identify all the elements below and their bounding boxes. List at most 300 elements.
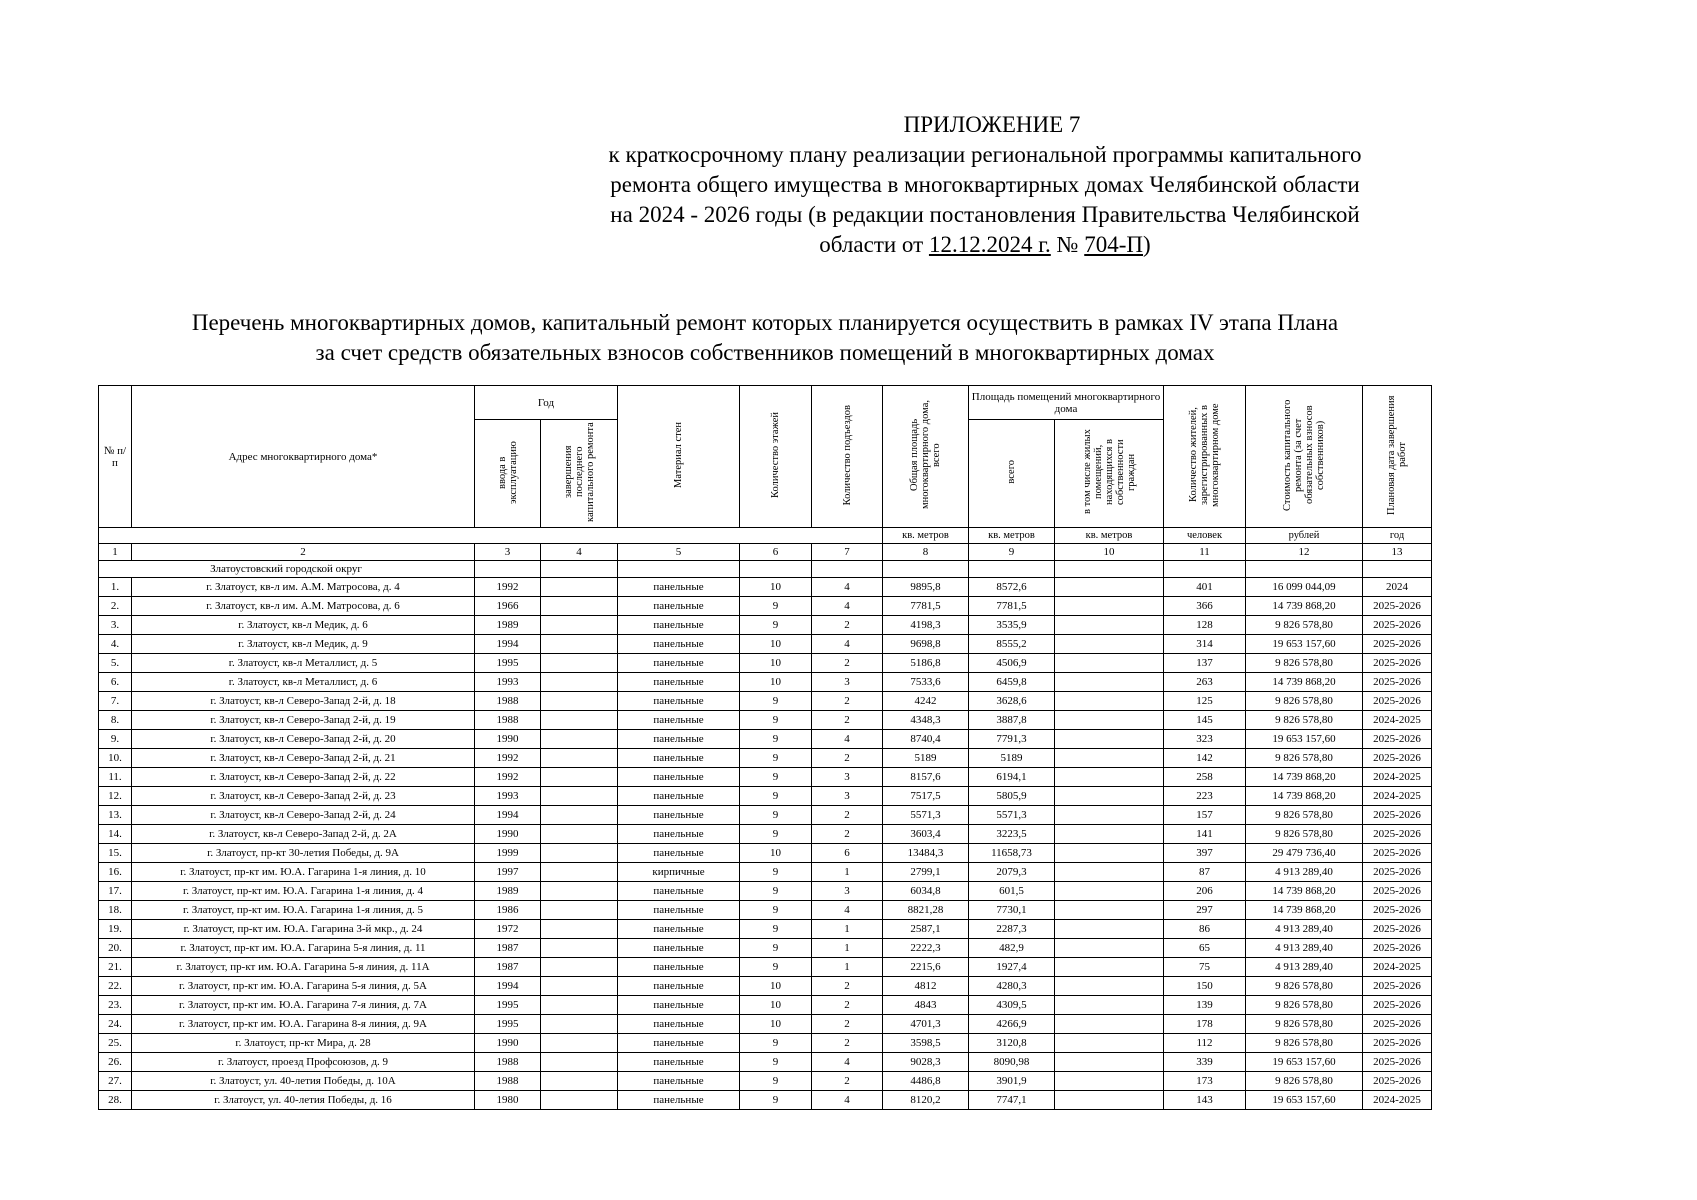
row-cost: 9 826 578,80	[1246, 1015, 1363, 1034]
row-entrances: 1	[812, 920, 883, 939]
row-planned-date: 2025-2026	[1363, 863, 1432, 882]
unit-cell: кв. метров	[883, 528, 969, 544]
row-premises-owned	[1055, 1034, 1164, 1053]
column-number: 4	[541, 544, 618, 561]
row-floors: 9	[740, 768, 812, 787]
row-year-commission: 1994	[475, 806, 541, 825]
row-number: 6.	[99, 673, 132, 692]
header-cost: Стоимость капитального ремонта (за счет обязательных взносов собственников)	[1246, 386, 1363, 528]
row-total-area: 7781,5	[883, 597, 969, 616]
row-total-area: 4812	[883, 977, 969, 996]
row-residents: 401	[1164, 578, 1246, 597]
row-premises-total: 7791,3	[969, 730, 1055, 749]
table-row	[99, 749, 1432, 768]
row-planned-date: 2024-2025	[1363, 711, 1432, 730]
row-entrances: 2	[812, 996, 883, 1015]
row-year-last-repair	[541, 787, 618, 806]
section-empty	[618, 561, 740, 578]
section-row	[99, 561, 1432, 578]
row-residents: 297	[1164, 901, 1246, 920]
row-residents: 223	[1164, 787, 1246, 806]
row-planned-date: 2025-2026	[1363, 806, 1432, 825]
row-entrances: 4	[812, 1053, 883, 1072]
row-premises-total: 8090,98	[969, 1053, 1055, 1072]
row-year-last-repair	[541, 844, 618, 863]
row-premises-owned	[1055, 901, 1164, 920]
row-year-commission: 1988	[475, 692, 541, 711]
row-residents: 206	[1164, 882, 1246, 901]
row-cost: 19 653 157,60	[1246, 635, 1363, 654]
row-cost: 9 826 578,80	[1246, 654, 1363, 673]
row-entrances: 1	[812, 863, 883, 882]
row-wall-material: панельные	[618, 654, 740, 673]
row-total-area: 9028,3	[883, 1053, 969, 1072]
row-entrances: 6	[812, 844, 883, 863]
row-wall-material: панельные	[618, 882, 740, 901]
row-residents: 143	[1164, 1091, 1246, 1110]
row-year-last-repair	[541, 768, 618, 787]
header-wall-material: Материал стен	[618, 386, 740, 528]
row-residents: 258	[1164, 768, 1246, 787]
row-year-last-repair	[541, 1015, 618, 1034]
row-total-area: 9895,8	[883, 578, 969, 597]
row-floors: 10	[740, 996, 812, 1015]
row-floors: 9	[740, 920, 812, 939]
row-address: г. Златоуст, пр-кт им. Ю.А. Гагарина 1-я линия, д. 4	[132, 882, 475, 901]
column-number: 6	[740, 544, 812, 561]
row-number: 13.	[99, 806, 132, 825]
row-wall-material: панельные	[618, 1015, 740, 1034]
row-premises-owned	[1055, 1053, 1164, 1072]
row-floors: 9	[740, 616, 812, 635]
table-row	[99, 844, 1432, 863]
row-premises-total: 7747,1	[969, 1091, 1055, 1110]
appendix-heading: ПРИЛОЖЕНИЕ 7	[903, 112, 1081, 137]
row-premises-total: 4506,9	[969, 654, 1055, 673]
row-planned-date: 2024-2025	[1363, 787, 1432, 806]
row-wall-material: панельные	[618, 825, 740, 844]
row-year-last-repair	[541, 578, 618, 597]
row-address: г. Златоуст, пр-кт им. Ю.А. Гагарина 8-я линия, д. 9А	[132, 1015, 475, 1034]
row-premises-owned	[1055, 730, 1164, 749]
row-cost: 9 826 578,80	[1246, 977, 1363, 996]
row-entrances: 2	[812, 749, 883, 768]
row-premises-total: 8572,6	[969, 578, 1055, 597]
row-wall-material: панельные	[618, 673, 740, 692]
row-year-commission: 1980	[475, 1091, 541, 1110]
row-planned-date: 2025-2026	[1363, 635, 1432, 654]
row-planned-date: 2025-2026	[1363, 730, 1432, 749]
row-number: 19.	[99, 920, 132, 939]
row-residents: 142	[1164, 749, 1246, 768]
row-cost: 14 739 868,20	[1246, 597, 1363, 616]
row-cost: 19 653 157,60	[1246, 730, 1363, 749]
row-planned-date: 2025-2026	[1363, 692, 1432, 711]
row-entrances: 4	[812, 635, 883, 654]
table-row	[99, 597, 1432, 616]
section-empty	[475, 561, 541, 578]
row-premises-total: 3901,9	[969, 1072, 1055, 1091]
row-premises-total: 2287,3	[969, 920, 1055, 939]
appendix-line-4-mid: №	[1050, 232, 1085, 257]
row-address: г. Златоуст, кв-л Северо-Запад 2-й, д. 2А	[132, 825, 475, 844]
row-planned-date: 2025-2026	[1363, 939, 1432, 958]
row-year-last-repair	[541, 1091, 618, 1110]
row-year-last-repair	[541, 635, 618, 654]
row-total-area: 8740,4	[883, 730, 969, 749]
row-residents: 125	[1164, 692, 1246, 711]
row-cost: 9 826 578,80	[1246, 825, 1363, 844]
row-premises-owned	[1055, 844, 1164, 863]
row-cost: 14 739 868,20	[1246, 787, 1363, 806]
row-floors: 10	[740, 654, 812, 673]
row-year-commission: 1994	[475, 977, 541, 996]
row-residents: 323	[1164, 730, 1246, 749]
document-title	[100, 308, 1430, 368]
row-floors: 9	[740, 806, 812, 825]
row-planned-date: 2025-2026	[1363, 1072, 1432, 1091]
row-year-last-repair	[541, 711, 618, 730]
row-premises-owned	[1055, 920, 1164, 939]
row-address: г. Златоуст, пр-кт им. Ю.А. Гагарина 5-я линия, д. 11А	[132, 958, 475, 977]
row-floors: 9	[740, 730, 812, 749]
row-address: г. Златоуст, кв-л Металлист, д. 6	[132, 673, 475, 692]
appendix-line-2: ремонта общего имущества в многоквартирных домах Челябинской области	[610, 172, 1360, 197]
units-spacer	[99, 528, 883, 544]
row-premises-total: 8555,2	[969, 635, 1055, 654]
row-premises-owned	[1055, 711, 1164, 730]
row-premises-total: 3223,5	[969, 825, 1055, 844]
row-entrances: 3	[812, 673, 883, 692]
row-residents: 178	[1164, 1015, 1246, 1034]
section-empty	[883, 561, 969, 578]
unit-cell: человек	[1164, 528, 1246, 544]
row-premises-owned	[1055, 977, 1164, 996]
row-wall-material: панельные	[618, 597, 740, 616]
column-number: 8	[883, 544, 969, 561]
row-wall-material: панельные	[618, 692, 740, 711]
header-address: Адрес многоквартирного дома*	[132, 386, 475, 528]
row-entrances: 2	[812, 1034, 883, 1053]
appendix-line-4-prefix: области от	[819, 232, 929, 257]
section-empty	[1363, 561, 1432, 578]
header-planned-date: Плановая дата завершения работ	[1363, 386, 1432, 528]
row-residents: 75	[1164, 958, 1246, 977]
row-premises-total: 4266,9	[969, 1015, 1055, 1034]
row-year-commission: 1992	[475, 749, 541, 768]
row-premises-owned	[1055, 654, 1164, 673]
row-cost: 9 826 578,80	[1246, 749, 1363, 768]
row-planned-date: 2025-2026	[1363, 901, 1432, 920]
table-row	[99, 1053, 1432, 1072]
row-number: 14.	[99, 825, 132, 844]
row-floors: 10	[740, 673, 812, 692]
row-premises-owned	[1055, 597, 1164, 616]
row-planned-date: 2025-2026	[1363, 749, 1432, 768]
row-address: г. Златоуст, кв-л Северо-Запад 2-й, д. 18	[132, 692, 475, 711]
row-year-commission: 1988	[475, 711, 541, 730]
header-premises-owned: в том числе жилых помещений, находящихся в собственности граждан	[1055, 420, 1164, 528]
row-premises-owned	[1055, 939, 1164, 958]
row-premises-total: 6194,1	[969, 768, 1055, 787]
row-residents: 150	[1164, 977, 1246, 996]
row-year-commission: 1992	[475, 768, 541, 787]
row-entrances: 2	[812, 616, 883, 635]
row-residents: 137	[1164, 654, 1246, 673]
unit-cell: рублей	[1246, 528, 1363, 544]
row-premises-owned	[1055, 673, 1164, 692]
row-premises-total: 4280,3	[969, 977, 1055, 996]
row-residents: 145	[1164, 711, 1246, 730]
table-row	[99, 673, 1432, 692]
column-number: 2	[132, 544, 475, 561]
row-entrances: 2	[812, 654, 883, 673]
row-year-last-repair	[541, 749, 618, 768]
row-total-area: 4843	[883, 996, 969, 1015]
row-number: 7.	[99, 692, 132, 711]
row-address: г. Златоуст, пр-кт им. Ю.А. Гагарина 1-я линия, д. 5	[132, 901, 475, 920]
row-year-last-repair	[541, 654, 618, 673]
row-cost: 9 826 578,80	[1246, 996, 1363, 1015]
row-entrances: 2	[812, 806, 883, 825]
column-number: 10	[1055, 544, 1164, 561]
row-total-area: 6034,8	[883, 882, 969, 901]
header-num: № п/п	[99, 386, 132, 528]
row-residents: 112	[1164, 1034, 1246, 1053]
row-cost: 4 913 289,40	[1246, 958, 1363, 977]
row-premises-owned	[1055, 578, 1164, 597]
row-premises-owned	[1055, 616, 1164, 635]
table-row	[99, 635, 1432, 654]
row-address: г. Златоуст, пр-кт им. Ю.А. Гагарина 5-я линия, д. 5А	[132, 977, 475, 996]
row-year-last-repair	[541, 996, 618, 1015]
row-total-area: 4348,3	[883, 711, 969, 730]
section-empty	[969, 561, 1055, 578]
section-empty	[1246, 561, 1363, 578]
table-row	[99, 958, 1432, 977]
row-cost: 4 913 289,40	[1246, 863, 1363, 882]
row-cost: 19 653 157,60	[1246, 1091, 1363, 1110]
table-body	[99, 561, 1432, 1110]
row-planned-date: 2025-2026	[1363, 1034, 1432, 1053]
column-numbers-row	[99, 544, 1432, 561]
row-year-commission: 1993	[475, 673, 541, 692]
row-year-commission: 1986	[475, 901, 541, 920]
row-total-area: 5189	[883, 749, 969, 768]
row-floors: 9	[740, 882, 812, 901]
row-entrances: 4	[812, 730, 883, 749]
unit-cell: кв. метров	[1055, 528, 1164, 544]
row-year-last-repair	[541, 692, 618, 711]
row-number: 22.	[99, 977, 132, 996]
row-wall-material: панельные	[618, 996, 740, 1015]
title-line-1: Перечень многоквартирных домов, капитальный ремонт которых планируется осуществить в рамках IV этапа Плана	[191, 310, 1339, 335]
row-premises-total: 482,9	[969, 939, 1055, 958]
row-cost: 14 739 868,20	[1246, 901, 1363, 920]
row-number: 3.	[99, 616, 132, 635]
appendix-header	[560, 110, 1410, 260]
column-number: 5	[618, 544, 740, 561]
row-cost: 4 913 289,40	[1246, 920, 1363, 939]
row-premises-total: 5189	[969, 749, 1055, 768]
row-premises-total: 5805,9	[969, 787, 1055, 806]
buildings-table	[98, 385, 1432, 1110]
row-number: 11.	[99, 768, 132, 787]
row-address: г. Златоуст, проезд Профсоюзов, д. 9	[132, 1053, 475, 1072]
row-number: 12.	[99, 787, 132, 806]
row-address: г. Златоуст, кв-л Северо-Запад 2-й, д. 24	[132, 806, 475, 825]
row-entrances: 4	[812, 597, 883, 616]
row-year-last-repair	[541, 730, 618, 749]
row-year-commission: 1997	[475, 863, 541, 882]
row-entrances: 2	[812, 1072, 883, 1091]
section-empty	[812, 561, 883, 578]
row-wall-material: панельные	[618, 806, 740, 825]
row-year-last-repair	[541, 939, 618, 958]
row-address: г. Златоуст, кв-л Северо-Запад 2-й, д. 22	[132, 768, 475, 787]
row-planned-date: 2024-2025	[1363, 958, 1432, 977]
row-premises-owned	[1055, 635, 1164, 654]
row-year-last-repair	[541, 920, 618, 939]
row-residents: 86	[1164, 920, 1246, 939]
row-wall-material: панельные	[618, 730, 740, 749]
resolution-date: 12.12.2024 г.	[928, 232, 1051, 257]
table-row	[99, 578, 1432, 597]
row-address: г. Златоуст, пр-кт Мира, д. 28	[132, 1034, 475, 1053]
row-planned-date: 2025-2026	[1363, 920, 1432, 939]
table-row	[99, 692, 1432, 711]
appendix-line-3: на 2024 - 2026 годы (в редакции постановления Правительства Челябинской	[610, 202, 1360, 227]
row-wall-material: панельные	[618, 901, 740, 920]
row-year-commission: 1972	[475, 920, 541, 939]
row-cost: 14 739 868,20	[1246, 673, 1363, 692]
row-year-last-repair	[541, 863, 618, 882]
row-wall-material: панельные	[618, 787, 740, 806]
row-cost: 14 739 868,20	[1246, 882, 1363, 901]
row-cost: 29 479 736,40	[1246, 844, 1363, 863]
row-planned-date: 2025-2026	[1363, 996, 1432, 1015]
header-premises-total: всего	[969, 420, 1055, 528]
row-premises-total: 2079,3	[969, 863, 1055, 882]
row-planned-date: 2024	[1363, 578, 1432, 597]
row-total-area: 8821,28	[883, 901, 969, 920]
row-wall-material: панельные	[618, 977, 740, 996]
row-residents: 339	[1164, 1053, 1246, 1072]
row-year-commission: 1993	[475, 787, 541, 806]
row-planned-date: 2025-2026	[1363, 616, 1432, 635]
header-total-area: Общая площадь многоквартирного дома, всего	[883, 386, 969, 528]
row-total-area: 5571,3	[883, 806, 969, 825]
row-wall-material: панельные	[618, 711, 740, 730]
row-year-last-repair	[541, 825, 618, 844]
row-entrances: 4	[812, 901, 883, 920]
row-premises-owned	[1055, 882, 1164, 901]
section-empty	[541, 561, 618, 578]
row-floors: 9	[740, 692, 812, 711]
row-planned-date: 2025-2026	[1363, 673, 1432, 692]
row-entrances: 3	[812, 882, 883, 901]
table-row	[99, 939, 1432, 958]
row-premises-owned	[1055, 692, 1164, 711]
row-premises-owned	[1055, 787, 1164, 806]
row-year-last-repair	[541, 901, 618, 920]
row-residents: 87	[1164, 863, 1246, 882]
header-year-commission: ввода в эксплуатацию	[475, 420, 541, 528]
row-entrances: 4	[812, 1091, 883, 1110]
row-total-area: 7517,5	[883, 787, 969, 806]
row-year-commission: 1966	[475, 597, 541, 616]
row-floors: 9	[740, 1034, 812, 1053]
row-premises-owned	[1055, 768, 1164, 787]
row-address: г. Златоуст, пр-кт 30-летия Победы, д. 9А	[132, 844, 475, 863]
row-premises-total: 5571,3	[969, 806, 1055, 825]
column-number: 7	[812, 544, 883, 561]
resolution-number: 704-П	[1084, 232, 1144, 257]
row-year-commission: 1989	[475, 882, 541, 901]
row-total-area: 8157,6	[883, 768, 969, 787]
row-cost: 9 826 578,80	[1246, 806, 1363, 825]
row-number: 21.	[99, 958, 132, 977]
row-year-last-repair	[541, 1053, 618, 1072]
row-year-commission: 1995	[475, 1015, 541, 1034]
row-entrances: 2	[812, 1015, 883, 1034]
row-address: г. Златоуст, кв-л Медик, д. 6	[132, 616, 475, 635]
row-cost: 9 826 578,80	[1246, 616, 1363, 635]
row-premises-total: 11658,73	[969, 844, 1055, 863]
row-total-area: 13484,3	[883, 844, 969, 863]
section-empty	[1164, 561, 1246, 578]
row-wall-material: панельные	[618, 616, 740, 635]
row-premises-total: 3887,8	[969, 711, 1055, 730]
header-floors: Количество этажей	[740, 386, 812, 528]
row-premises-owned	[1055, 1091, 1164, 1110]
row-year-commission: 1990	[475, 825, 541, 844]
row-premises-owned	[1055, 1072, 1164, 1091]
row-total-area: 4242	[883, 692, 969, 711]
row-total-area: 2215,6	[883, 958, 969, 977]
table-header	[99, 386, 1432, 561]
row-premises-total: 4309,5	[969, 996, 1055, 1015]
row-year-commission: 1992	[475, 578, 541, 597]
row-wall-material: панельные	[618, 1034, 740, 1053]
header-year-group: Год	[475, 386, 618, 420]
row-number: 4.	[99, 635, 132, 654]
row-number: 27.	[99, 1072, 132, 1091]
column-number: 9	[969, 544, 1055, 561]
table-row	[99, 806, 1432, 825]
row-residents: 157	[1164, 806, 1246, 825]
row-number: 9.	[99, 730, 132, 749]
row-entrances: 4	[812, 578, 883, 597]
row-year-last-repair	[541, 882, 618, 901]
row-wall-material: панельные	[618, 958, 740, 977]
row-cost: 16 099 044,09	[1246, 578, 1363, 597]
row-total-area: 4486,8	[883, 1072, 969, 1091]
row-planned-date: 2025-2026	[1363, 654, 1432, 673]
row-address: г. Златоуст, кв-л Медик, д. 9	[132, 635, 475, 654]
row-premises-total: 6459,8	[969, 673, 1055, 692]
table-row	[99, 977, 1432, 996]
row-floors: 9	[740, 825, 812, 844]
row-year-last-repair	[541, 1072, 618, 1091]
row-residents: 128	[1164, 616, 1246, 635]
column-number: 3	[475, 544, 541, 561]
row-year-commission: 1988	[475, 1053, 541, 1072]
row-cost: 9 826 578,80	[1246, 1072, 1363, 1091]
table-row	[99, 901, 1432, 920]
column-number: 11	[1164, 544, 1246, 561]
row-address: г. Златоуст, ул. 40-летия Победы, д. 10А	[132, 1072, 475, 1091]
